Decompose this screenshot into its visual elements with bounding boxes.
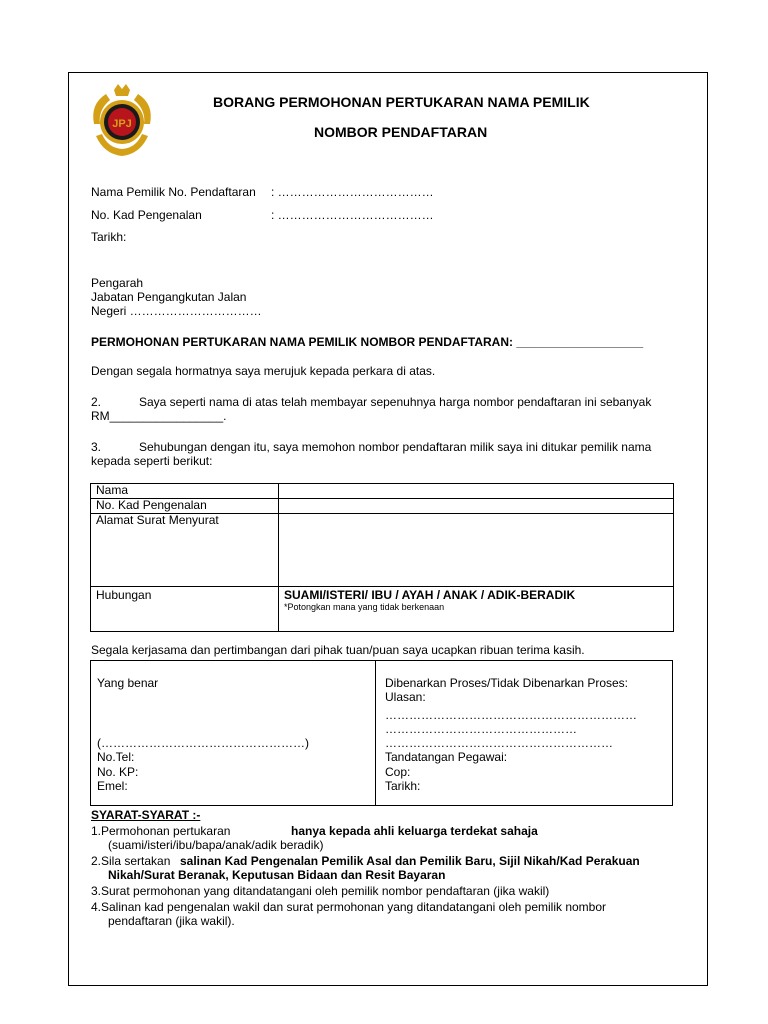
condition-4-line2: pendaftaran (jika wakil). bbox=[108, 914, 235, 928]
field-label-owner-name: Nama Pemilik No. Pendaftaran bbox=[91, 185, 256, 199]
field-label-date: Tarikh: bbox=[91, 230, 127, 244]
condition-3: 3.Surat permohonan yang ditandatangani oleh pemilik nombor pendaftaran (jika wakil) bbox=[91, 884, 550, 898]
applicant-tel-label: No.Tel: bbox=[97, 750, 135, 764]
table-label-address: Alamat Surat Menyurat bbox=[91, 514, 279, 587]
table-row bbox=[91, 514, 674, 587]
condition-2-bold-line1: salinan Kad Pengenalan Pemilik Asal dan Pemilik Baru, Sijil Nikah/Kad Perakuan bbox=[180, 854, 640, 868]
condition-2-bold-line2: Nikah/Surat Beranak, Keputusan Bidaan dan Resit Bayaran bbox=[108, 868, 446, 882]
subject-line: PERMOHONAN PERTUKARAN NAMA PEMILIK NOMBOR PENDAFTARAN: ___________________ bbox=[91, 335, 644, 349]
officer-date-label: Tarikh: bbox=[385, 779, 421, 793]
signature-box-divider bbox=[375, 660, 376, 806]
remarks-line-1[interactable]: ……………………………………………………… bbox=[385, 708, 637, 722]
condition-2-prefix: 2.Sila sertakan bbox=[91, 854, 171, 868]
table-input-name[interactable] bbox=[279, 484, 674, 499]
table-row bbox=[91, 499, 674, 514]
closing-sentence: Segala kerjasama dan pertimbangan dari pihak tuan/puan saya ucapkan ribuan terima kasih. bbox=[91, 643, 585, 657]
condition-1-prefix: 1.Permohonan pertukaran bbox=[91, 824, 231, 838]
relationship-note: *Potongkan mana yang tidak berkenaan bbox=[284, 602, 445, 612]
address-line1: Pengarah bbox=[91, 276, 144, 290]
paragraph-2-line2: RM_________________. bbox=[91, 409, 227, 423]
officer-signature-label: Tandatangan Pegawai: bbox=[385, 750, 508, 764]
address-line2: Jabatan Pengangkutan Jalan bbox=[91, 290, 247, 304]
stamp-label: Cop: bbox=[385, 765, 411, 779]
form-title-line2: NOMBOR PENDAFTARAN bbox=[314, 124, 488, 140]
condition-1-bold: hanya kepada ahli keluarga terdekat sahaja bbox=[291, 824, 538, 838]
new-owner-table bbox=[90, 483, 674, 632]
table-input-relationship[interactable] bbox=[279, 587, 674, 632]
logo-text: JPJ bbox=[112, 118, 132, 130]
table-input-address[interactable] bbox=[279, 514, 674, 587]
field-label-ic: No. Kad Pengenalan bbox=[91, 208, 202, 222]
table-row bbox=[91, 587, 674, 632]
applicant-signature-line[interactable]: (……………………………………………) bbox=[97, 736, 309, 750]
approval-status-label: Dibenarkan Proses/Tidak Dibenarkan Proses: bbox=[385, 676, 629, 690]
field-value-ic[interactable]: : ………………………………… bbox=[271, 208, 434, 222]
remarks-line-3[interactable]: ………………………………………………… bbox=[385, 736, 613, 750]
table-input-ic[interactable] bbox=[279, 499, 674, 514]
table-label-name: Nama bbox=[91, 484, 279, 499]
field-value-owner-name[interactable]: : ………………………………… bbox=[271, 185, 434, 199]
table-label-ic: No. Kad Pengenalan bbox=[91, 499, 279, 514]
paragraph-3-line2: kepada seperti berikut: bbox=[91, 454, 213, 468]
paragraph-1: Dengan segala hormatnya saya merujuk kepada perkara di atas. bbox=[91, 364, 436, 378]
paragraph-3-number: 3. bbox=[91, 440, 102, 454]
remarks-line-2[interactable]: ………………………………………… bbox=[385, 722, 577, 736]
remarks-label: Ulasan: bbox=[385, 690, 426, 704]
table-row bbox=[91, 484, 674, 499]
paragraph-3-line1: Sehubungan dengan itu, saya memohon nombor pendaftaran milik saya ini ditukar pemilik nama bbox=[139, 440, 652, 454]
table-label-relationship: Hubungan bbox=[91, 587, 279, 632]
relationship-options: SUAMI/ISTERI/ IBU / AYAH / ANAK / ADIK-BERADIK bbox=[284, 588, 576, 602]
sincerely-label: Yang benar bbox=[97, 676, 159, 690]
applicant-ic-label: No. KP: bbox=[97, 765, 139, 779]
condition-4-line1: 4.Salinan kad pengenalan wakil dan surat permohonan yang ditandatangani oleh pemilik nombor bbox=[91, 900, 607, 914]
form-title-line1: BORANG PERMOHONAN PERTUKARAN NAMA PEMILIK bbox=[213, 94, 590, 110]
applicant-email-label: Emel: bbox=[97, 779, 128, 793]
condition-1-line2: (suami/isteri/ibu/bapa/anak/adik beradik) bbox=[108, 838, 324, 852]
jpj-logo bbox=[86, 84, 158, 160]
paragraph-2-number: 2. bbox=[91, 395, 102, 409]
address-line3: Negeri …………………………… bbox=[91, 304, 262, 318]
paragraph-2-line1: Saya seperti nama di atas telah membayar sepenuhnya harga nombor pendaftaran ini sebanyak bbox=[139, 395, 652, 409]
conditions-heading: SYARAT-SYARAT :- bbox=[91, 808, 201, 822]
